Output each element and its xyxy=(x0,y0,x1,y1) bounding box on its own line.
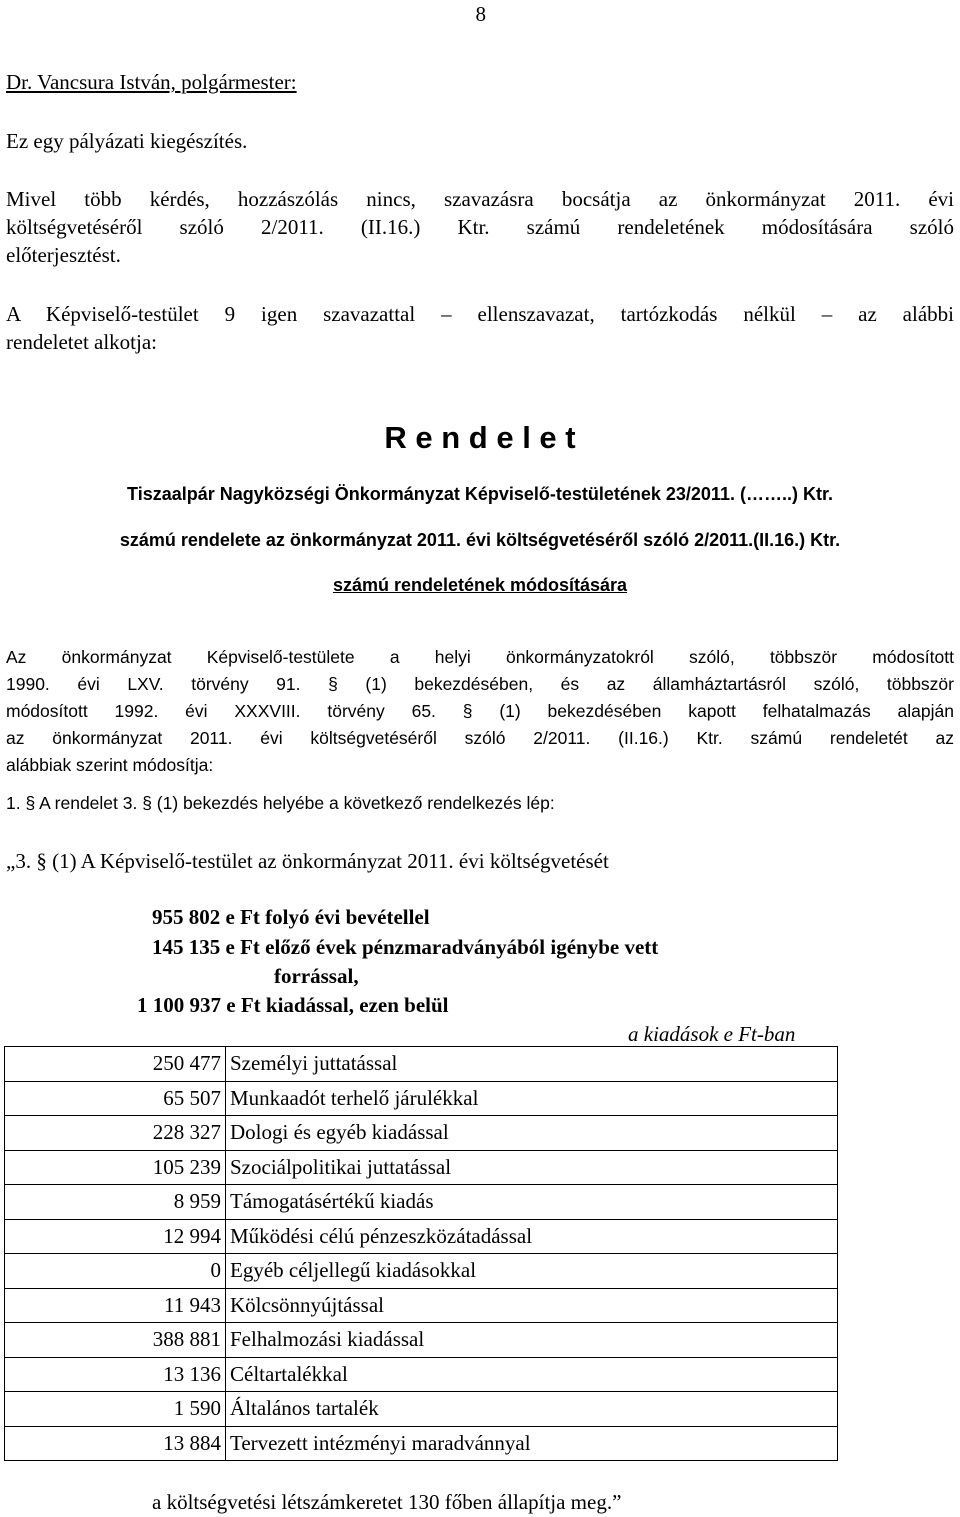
expense-amount: 1 590 xyxy=(5,1392,226,1427)
preamble-line: alábbiak szerint módosítja: xyxy=(6,755,214,775)
section-3: „3. § (1) A Képviselő-testület az önkormányzat 2011. évi költségvetését xyxy=(6,849,609,873)
expense-amount: 11 943 xyxy=(5,1288,226,1323)
preamble xyxy=(6,645,954,777)
expense-label: Felhalmozási kiadással xyxy=(226,1323,838,1358)
table-row xyxy=(5,1185,838,1220)
expense-label: Céltartalékkal xyxy=(226,1357,838,1392)
table-row xyxy=(5,1081,838,1116)
expense-label: Személyi juttatással xyxy=(226,1047,838,1082)
expense-label: Dologi és egyéb kiadással xyxy=(226,1116,838,1151)
expense-label: Szociálpolitikai juttatással xyxy=(226,1150,838,1185)
speaker-heading: Dr. Vancsura István, polgármester: xyxy=(6,70,297,94)
paragraph-line: költségvetéséről szóló 2/2011. (II.16.) Ktr. számú rendeletének módosítására szóló xyxy=(6,215,954,239)
expense-label: Támogatásértékű kiadás xyxy=(226,1185,838,1220)
preamble-line: 1990. évi LXV. törvény 91. § (1) bekezdésében, és az államháztartásról szóló, többször xyxy=(6,674,954,694)
expense-amount: 105 239 xyxy=(5,1150,226,1185)
expense-label: Munkaadót terhelő járulékkal xyxy=(226,1081,838,1116)
paragraph-line: előterjesztést. xyxy=(6,243,121,267)
expense-amount: 250 477 xyxy=(5,1047,226,1082)
table-row xyxy=(5,1323,838,1358)
expense-amount: 228 327 xyxy=(5,1116,226,1151)
point-1: 1. § A rendelet 3. § (1) bekezdés helyébe a következő rendelkezés lép: xyxy=(6,793,555,813)
decree-heading-line: számú rendeletének módosítására xyxy=(332,575,628,595)
paragraph-supplement: Ez egy pályázati kiegészítés. xyxy=(6,129,248,153)
page-number: 8 xyxy=(475,2,486,26)
expense-table xyxy=(4,1046,838,1461)
closing-statement: a költségvetési létszámkeretet 130 főben állapítja meg.” xyxy=(152,1490,622,1514)
table-row xyxy=(5,1116,838,1151)
expense-label: Működési célú pénzeszközátadással xyxy=(226,1219,838,1254)
expense-amount: 65 507 xyxy=(5,1081,226,1116)
table-row xyxy=(5,1392,838,1427)
preamble-line: módosított 1992. évi XXXVIII. törvény 65. § (1) bekezdésében kapott felhatalmazás alapján xyxy=(6,701,954,721)
budget-expenses: 1 100 937 e Ft kiadással, ezen belül xyxy=(137,993,449,1017)
decree-heading-line: Tiszaalpár Nagyközségi Önkormányzat Képviselő-testületének 23/2011. (……..) Ktr. xyxy=(127,484,833,504)
budget-prior-surplus-cont: forrással, xyxy=(274,964,359,988)
expense-amount: 388 881 xyxy=(5,1323,226,1358)
table-row xyxy=(5,1047,838,1082)
expense-amount: 8 959 xyxy=(5,1185,226,1220)
expense-amount: 0 xyxy=(5,1254,226,1289)
expense-amount: 13 136 xyxy=(5,1357,226,1392)
expense-label: Egyéb céljellegű kiadásokkal xyxy=(226,1254,838,1289)
decree-heading-line: számú rendelete az önkormányzat 2011. évi költségvetéséről szóló 2/2011.(II.16.) Ktr. xyxy=(119,530,841,550)
decree-title: R e n d e l e t xyxy=(384,420,576,455)
table-row xyxy=(5,1254,838,1289)
expense-amount: 12 994 xyxy=(5,1219,226,1254)
paragraph-vote-result xyxy=(6,300,954,356)
table-row xyxy=(5,1288,838,1323)
unit-note: a kiadások e Ft-ban xyxy=(628,1022,796,1046)
budget-prior-surplus: 145 135 e Ft előző évek pénzmaradványából igénybe vett xyxy=(152,935,659,959)
expense-label: Általános tartalék xyxy=(226,1392,838,1427)
preamble-line: Az önkormányzat Képviselő-testülete a helyi önkormányzatokról szóló, többször módosított xyxy=(6,647,954,667)
paragraph-vote-proposal xyxy=(6,185,954,269)
paragraph-line: rendeletet alkotja: xyxy=(6,330,158,354)
table-row xyxy=(5,1150,838,1185)
preamble-line: az önkormányzat 2011. évi költségvetéséről szóló 2/2011. (II.16.) Ktr. számú rendeletét az xyxy=(6,728,954,748)
expense-label: Kölcsönnyújtással xyxy=(226,1288,838,1323)
expense-label: Tervezett intézményi maradvánnyal xyxy=(226,1426,838,1461)
table-row xyxy=(5,1426,838,1461)
table-row xyxy=(5,1219,838,1254)
paragraph-line: Mivel több kérdés, hozzászólás nincs, szavazásra bocsátja az önkormányzat 2011. évi xyxy=(6,187,954,211)
paragraph-line: A Képviselő-testület 9 igen szavazattal – ellenszavazat, tartózkodás nélkül – az alábbi xyxy=(6,302,954,326)
expense-amount: 13 884 xyxy=(5,1426,226,1461)
table-row xyxy=(5,1357,838,1392)
budget-revenue: 955 802 e Ft folyó évi bevétellel xyxy=(152,905,430,929)
